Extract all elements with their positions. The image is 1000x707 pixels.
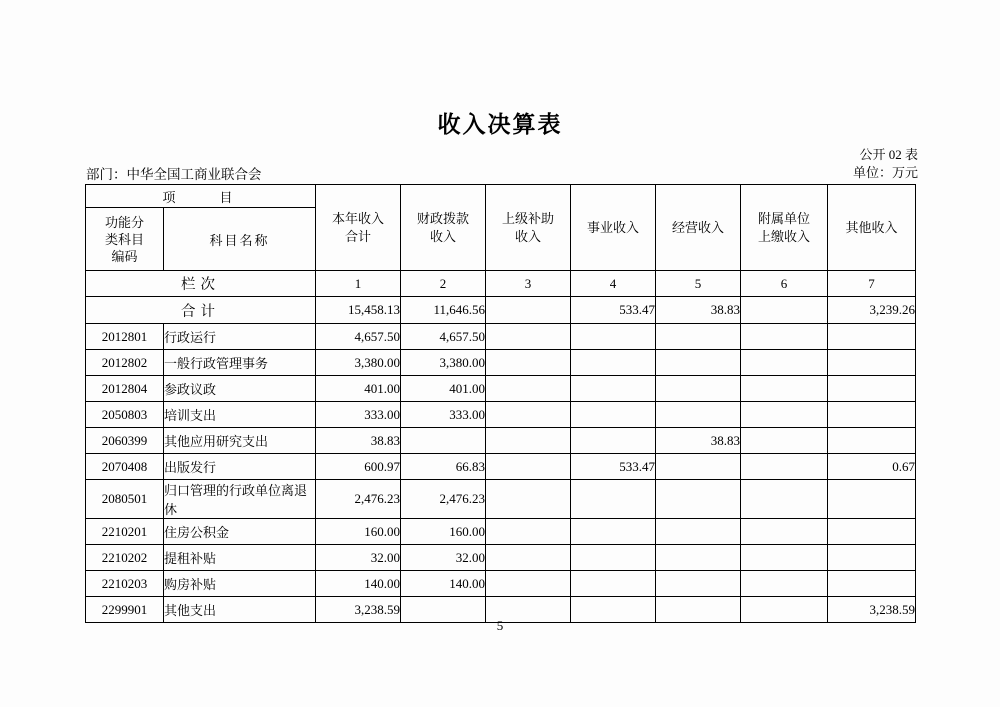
row-value-2: 333.00 <box>401 402 486 428</box>
row-code: 2050803 <box>86 402 164 428</box>
row-value-4 <box>571 376 656 402</box>
row-value-1: 160.00 <box>316 519 401 545</box>
row-name: 购房补贴 <box>164 571 316 597</box>
table-row <box>86 402 916 428</box>
header-col-affiliated-unit-remittance <box>741 185 828 271</box>
row-code: 2210202 <box>86 545 164 571</box>
table-row <box>86 519 916 545</box>
row-value-7 <box>828 519 916 545</box>
row-value-5: 38.83 <box>656 428 741 454</box>
header-line-2: 合计 <box>345 228 372 244</box>
row-value-1: 140.00 <box>316 571 401 597</box>
row-value-7 <box>828 428 916 454</box>
row-value-2: 140.00 <box>401 571 486 597</box>
row-value-3 <box>486 402 571 428</box>
total-value-1: 15,458.13 <box>316 297 401 324</box>
row-value-7 <box>828 545 916 571</box>
row-value-4 <box>571 428 656 454</box>
row-value-1: 4,657.50 <box>316 324 401 350</box>
column-index-4: 4 <box>571 271 656 297</box>
row-name: 培训支出 <box>164 402 316 428</box>
total-value-6 <box>741 297 828 324</box>
table-row <box>86 376 916 402</box>
row-value-2: 66.83 <box>401 454 486 480</box>
row-value-1: 600.97 <box>316 454 401 480</box>
row-value-3 <box>486 480 571 519</box>
form-code-label: 公开 02 表 <box>859 147 918 162</box>
row-value-4 <box>571 350 656 376</box>
row-value-3 <box>486 376 571 402</box>
row-value-6 <box>741 376 828 402</box>
row-value-2: 160.00 <box>401 519 486 545</box>
row-value-5 <box>656 324 741 350</box>
row-value-7: 3,238.59 <box>828 597 916 623</box>
row-value-3 <box>486 428 571 454</box>
table-row <box>86 545 916 571</box>
row-value-2: 4,657.50 <box>401 324 486 350</box>
row-value-5 <box>656 545 741 571</box>
table-row <box>86 428 916 454</box>
row-value-4 <box>571 324 656 350</box>
header-col-fiscal-appropriation <box>401 185 486 271</box>
row-value-7 <box>828 350 916 376</box>
row-code: 2080501 <box>86 480 164 519</box>
row-value-1: 401.00 <box>316 376 401 402</box>
header-line-1: 本年收入 <box>332 210 385 226</box>
row-value-1: 32.00 <box>316 545 401 571</box>
row-value-3 <box>486 324 571 350</box>
row-name: 出版发行 <box>164 454 316 480</box>
header-group-item: 项 目 <box>86 185 316 208</box>
row-value-6 <box>741 324 828 350</box>
row-value-4 <box>571 480 656 519</box>
unit-note-label: 单位：万元 <box>852 165 918 180</box>
header-col-subject-name: 科目名称 <box>164 208 316 271</box>
row-code: 2070408 <box>86 454 164 480</box>
row-value-1: 3,380.00 <box>316 350 401 376</box>
row-value-4 <box>571 402 656 428</box>
header-line-1: 其他收入 <box>845 219 898 235</box>
row-value-6 <box>741 519 828 545</box>
row-value-6 <box>741 402 828 428</box>
header-line-1: 功能分 <box>104 214 144 230</box>
row-code: 2012802 <box>86 350 164 376</box>
row-value-2: 32.00 <box>401 545 486 571</box>
row-value-5 <box>656 376 741 402</box>
table-row <box>86 454 916 480</box>
row-value-7 <box>828 376 916 402</box>
row-value-5 <box>656 454 741 480</box>
table-row <box>86 324 916 350</box>
row-value-7 <box>828 402 916 428</box>
row-value-5 <box>656 480 741 519</box>
header-col-operating-income <box>656 185 741 271</box>
total-value-7: 3,239.26 <box>828 297 916 324</box>
row-value-7: 0.67 <box>828 454 916 480</box>
row-value-6 <box>741 480 828 519</box>
header-col-other-income <box>828 185 916 271</box>
column-index-1: 1 <box>316 271 401 297</box>
row-value-1: 3,238.59 <box>316 597 401 623</box>
row-value-7 <box>828 480 916 519</box>
row-value-2: 2,476.23 <box>401 480 486 519</box>
row-code: 2012804 <box>86 376 164 402</box>
row-value-1: 2,476.23 <box>316 480 401 519</box>
page-title: 收入决算表 <box>437 112 563 137</box>
column-index-5: 5 <box>656 271 741 297</box>
row-value-3 <box>486 545 571 571</box>
header-col-superior-subsidy <box>486 185 571 271</box>
row-name: 行政运行 <box>164 324 316 350</box>
total-value-3 <box>486 297 571 324</box>
header-line-2: 收入 <box>515 228 542 244</box>
header-line-1: 事业收入 <box>587 219 640 235</box>
total-value-4: 533.47 <box>571 297 656 324</box>
row-value-6 <box>741 571 828 597</box>
row-value-4 <box>571 571 656 597</box>
header-line-3: 编码 <box>111 248 138 264</box>
row-code: 2210201 <box>86 519 164 545</box>
row-value-6 <box>741 545 828 571</box>
row-value-5 <box>656 519 741 545</box>
row-name: 提租补贴 <box>164 545 316 571</box>
column-index-label: 栏次 <box>86 271 316 297</box>
row-value-7 <box>828 324 916 350</box>
row-code: 2210203 <box>86 571 164 597</box>
row-value-2 <box>401 428 486 454</box>
row-value-3 <box>486 571 571 597</box>
table-row-total <box>86 297 916 324</box>
header-line-1: 附属单位 <box>758 210 811 226</box>
total-value-5: 38.83 <box>656 297 741 324</box>
total-value-2: 11,646.56 <box>401 297 486 324</box>
row-value-1: 38.83 <box>316 428 401 454</box>
header-col-function-code <box>86 208 164 271</box>
column-index-7: 7 <box>828 271 916 297</box>
row-value-5 <box>656 350 741 376</box>
table-header-row-1 <box>86 185 916 208</box>
header-line-1: 经营收入 <box>672 219 725 235</box>
header-line-2: 类科目 <box>104 231 144 247</box>
row-value-5 <box>656 571 741 597</box>
row-name: 归口管理的行政单位离退休 <box>164 480 316 519</box>
row-name: 一般行政管理事务 <box>164 350 316 376</box>
row-value-6 <box>741 454 828 480</box>
total-label: 合计 <box>86 297 316 324</box>
row-value-3 <box>486 350 571 376</box>
header-col-business-income <box>571 185 656 271</box>
column-index-row <box>86 271 916 297</box>
row-code: 2299901 <box>86 597 164 623</box>
row-value-2: 3,380.00 <box>401 350 486 376</box>
row-name: 参政议政 <box>164 376 316 402</box>
row-value-7 <box>828 571 916 597</box>
row-value-2: 401.00 <box>401 376 486 402</box>
row-code: 2012801 <box>86 324 164 350</box>
row-value-4 <box>571 545 656 571</box>
row-value-6 <box>741 350 828 376</box>
row-value-5 <box>656 402 741 428</box>
income-final-accounts-table <box>85 184 916 623</box>
header-line-1: 财政拨款 <box>417 210 470 226</box>
row-code: 2060399 <box>86 428 164 454</box>
row-value-6 <box>741 428 828 454</box>
table-row <box>86 571 916 597</box>
row-value-4 <box>571 519 656 545</box>
row-value-1: 333.00 <box>316 402 401 428</box>
header-col-total-income <box>316 185 401 271</box>
header-line-2: 收入 <box>430 228 457 244</box>
column-index-2: 2 <box>401 271 486 297</box>
table-row <box>86 480 916 519</box>
department-label: 部门：中华全国工商业联合会 <box>86 167 262 182</box>
row-value-4: 533.47 <box>571 454 656 480</box>
table-row <box>86 350 916 376</box>
row-value-3 <box>486 519 571 545</box>
row-name: 其他支出 <box>164 597 316 623</box>
page-number: 5 <box>496 618 504 633</box>
header-line-1: 上级补助 <box>502 210 555 226</box>
column-index-3: 3 <box>486 271 571 297</box>
column-index-6: 6 <box>741 271 828 297</box>
row-name: 住房公积金 <box>164 519 316 545</box>
row-name: 其他应用研究支出 <box>164 428 316 454</box>
header-line-2: 上缴收入 <box>758 228 811 244</box>
row-value-3 <box>486 454 571 480</box>
